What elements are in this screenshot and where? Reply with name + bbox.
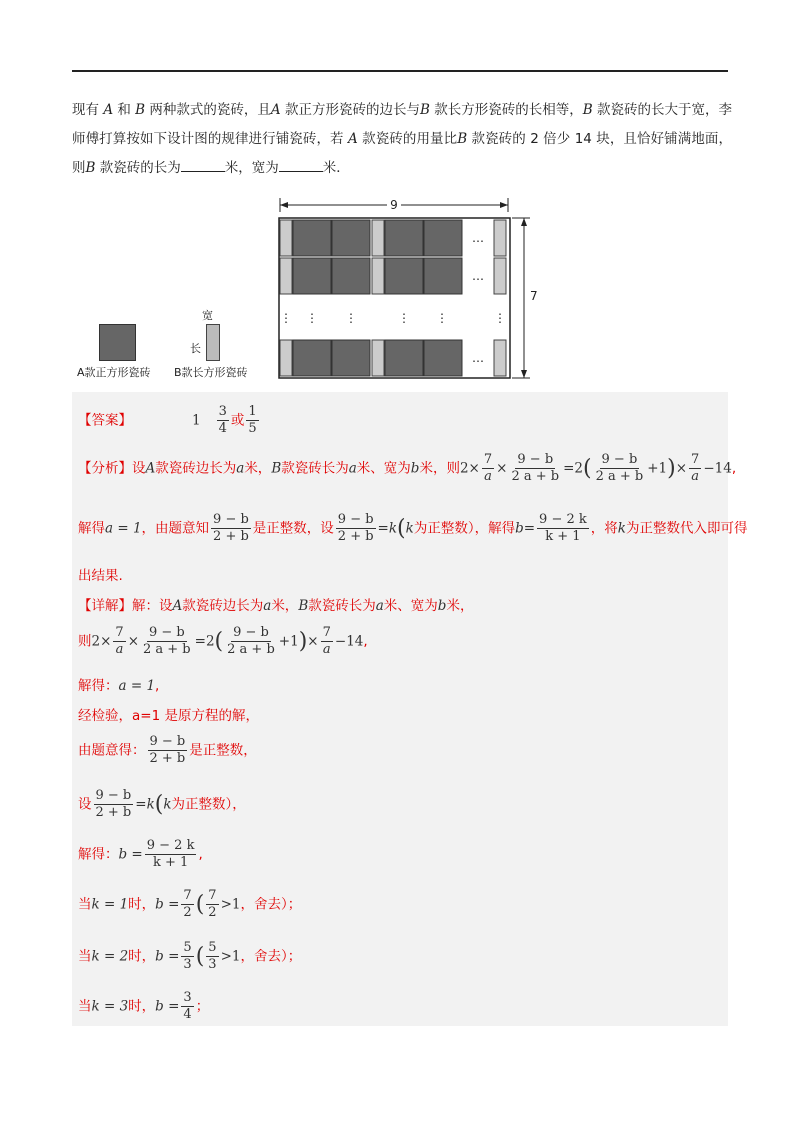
detail-solve-a: 解得：a = 1, [78,678,160,694]
legend-long-label: 长 [190,342,201,355]
detail-solve-b: 解得：b = $\frac{9 - 2 k}{k + 1}$ , [78,838,203,870]
svg-text:…: … [472,351,484,365]
svg-text:⋮: ⋮ [398,311,410,325]
svg-text:⋮: ⋮ [280,311,292,325]
tile-figure [72,190,542,390]
detail-check: 经检验，a=1 是原方程的解， [78,708,259,724]
analysis-line-1: 【分析】设A款瓷砖边长为a米，B款瓷砖长为a米、宽为b米，则2× $\frac{7}{a}$ × $\frac{9 - b}{2 a + b}$ =2( $\frac{9 - b}{2 a + b}$ +1)× $\frac{7}{a}$ −14, [78,452,737,484]
problem-text: 现有 A 和 B 两种款式的瓷砖，且A 款正方形瓷砖的边长与B 款长方形瓷砖的长相等，B 款瓷砖的长大于宽，李师傅打算按如下设计图的规律进行铺瓷砖，若 A 款瓷砖的用量比B 款瓷砖的 2 倍少 14 块，且恰好铺满地面，则B 款瓷砖的长为 米，宽为 米． [72,102,733,176]
top-rule [72,70,728,72]
detail-case-k3: 当k = 3时，b = $\frac{3}{4}$ ； [78,990,210,1022]
width-label: 9 [390,198,398,212]
svg-text:…: … [472,231,484,245]
legend-b-label: B款长方形瓷砖 [174,366,248,379]
legend-a-square-tile [99,324,136,361]
analysis-line-3: 出结果. [78,568,123,584]
detail-let-k: 设 $\frac{9 - b}{2 + b}$ =k(k为正整数）， [78,788,246,820]
svg-text:⋮: ⋮ [494,311,506,325]
svg-text:…: … [472,269,484,283]
svg-text:⋮: ⋮ [306,311,318,325]
detail-line-1: 【详解】解：设A款瓷砖边长为a米，B款瓷砖长为a米、宽为b米， [78,598,474,614]
answer-line: 【答案】 1 $\frac{3}{4}$ 或 $\frac{1}{5}$ [78,404,257,436]
legend-b-rect-tile [206,324,220,361]
detail-case-k1: 当k = 1时，b = $\frac{7}{2}$ ( $\frac{7}{2}$ >1，舍去）； [78,888,302,920]
legend-wide-label: 宽 [202,309,213,322]
height-dimension [512,218,538,378]
answer-blank-length[interactable] [181,158,225,172]
height-label: 7 [530,289,538,303]
svg-text:⋮: ⋮ [436,311,448,325]
answer-blank-width[interactable] [279,158,323,172]
tile-layout-diagram [72,190,542,390]
width-dimension [280,196,508,212]
legend-a-label: A款正方形瓷砖 [77,366,151,379]
svg-text:⋮: ⋮ [345,311,357,325]
analysis-line-2: 解得a = 1，由题意知 $\frac{9 - b}{2 + b}$ 是正整数，设 $\frac{9 - b}{2 + b}$ =k(k为正整数），解得b= $\frac{9 - 2 k}{k + 1}$ ，将k为正整数代入即可得 [78,512,748,544]
detail-equation: 则2× $\frac{7}{a}$ × $\frac{9 - b}{2 a + b}$ =2( $\frac{9 - b}{2 a + b}$ +1)× $\frac{7}{a}$ −14, [78,625,368,657]
detail-given: 由题意得： $\frac{9 - b}{2 + b}$ 是正整数， [78,734,257,766]
detail-case-k2: 当k = 2时，b = $\frac{5}{3}$ ( $\frac{5}{3}$ >1，舍去）； [78,940,302,972]
